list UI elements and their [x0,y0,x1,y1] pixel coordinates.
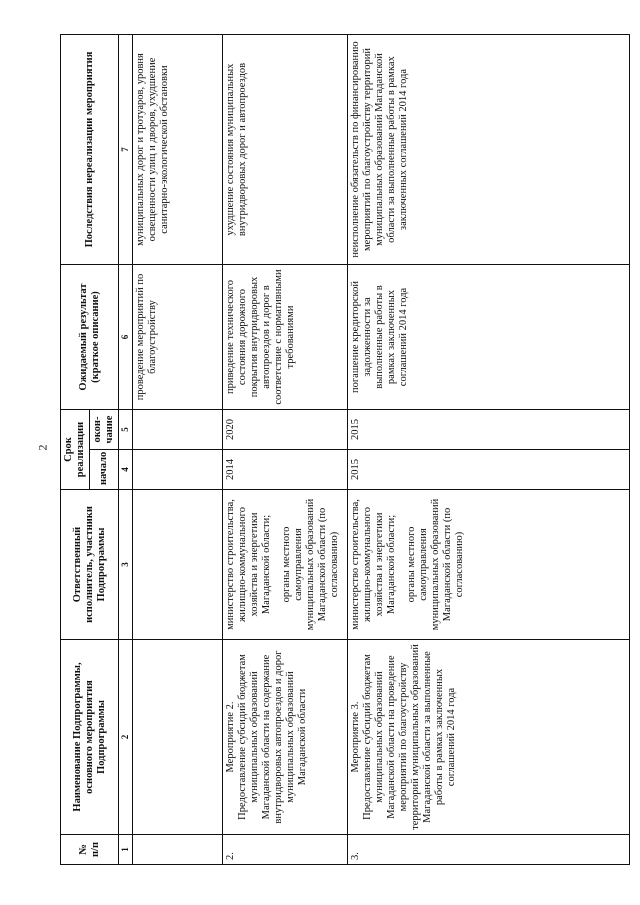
row-name-title: Мероприятие 2. [224,701,236,773]
row-executor [347,490,629,640]
row-executor-extra: органы местного самоуправления муниципальных образований Магаданской области (по согласованию) [280,498,341,631]
row-name [132,640,222,835]
row-executor-extra: органы местного самоуправления муниципальных образований Магаданской области (по согласованию) [405,498,466,631]
row-name-text: Предоставление субсидий бюджетам муниципальных образований Магаданской области на содержание внутридворовых автопроездов и дорог муниципальных образований Магаданской области [236,650,308,824]
column-number: 1 [119,835,132,865]
row-name [347,640,629,835]
header-executor: Ответственный исполнитель, участники Подпрограммы [61,490,119,640]
column-number: 5 [119,410,132,450]
row-executor-main: министерство строительства, жилищно-коммунального хозяйства и энергетики Магаданской области; [224,499,272,630]
column-number-row [119,35,132,865]
column-number: 2 [119,640,132,835]
column-number: 3 [119,490,132,640]
row-result: приведение технического состояния дорожного покрытия внутридворовых автопроездов и дорог в соответствие с нормативными требованиями [222,265,347,410]
row-consequences: ухудшение состояния муниципальных внутридворовых дорог и автопроездов [222,35,347,265]
row-consequences: муниципальных дорог и тротуаров, уровня освещенности улиц и дворов, ухудшение санитарно-экологической обстановки [132,35,222,265]
row-num [132,835,222,865]
row-name-title: Мероприятие 3. [349,701,361,773]
column-number: 7 [119,35,132,265]
header-name: Наименование Подпрограммы, основного мероприятия Подпрограммы [61,640,119,835]
row-end: 2015 [347,410,629,450]
header-term: Срок реализации [61,410,90,490]
header-term-end: окон-чание [90,410,119,450]
table-row [222,35,347,865]
rotated-table-container [60,35,630,865]
row-start [132,450,222,490]
row-num: 3. [347,835,629,865]
row-result: погашение кредиторской задолженности за выполненные работы в рамках заключенных соглашений 2014 года [347,265,629,410]
row-start: 2015 [347,450,629,490]
header-row [61,35,90,865]
row-executor [132,490,222,640]
header-result: Ожидаемый результат (краткое описание) [61,265,119,410]
page-number: 2 [35,444,50,451]
row-result: проведение мероприятий по благоустройству [132,265,222,410]
row-end [132,410,222,450]
measures-table [60,34,630,865]
header-consequences: Последствия нереализации мероприятия [61,35,119,265]
row-end: 2020 [222,410,347,450]
table-row [132,35,222,865]
row-executor [222,490,347,640]
row-num: 2. [222,835,347,865]
row-name [222,640,347,835]
header-term-start: начало [90,450,119,490]
column-number: 6 [119,265,132,410]
column-number: 4 [119,450,132,490]
row-consequences: неисполнение обязательств по финансированию мероприятий по благоустройству территорий муниципальных образований Магаданской области за выполненные работы в рамках заключенных соглашений 2014 года [347,35,629,265]
header-num: № п/п [61,835,119,865]
row-name-text: Предоставление субсидий бюджетам муниципальных образований Магаданской области на проведение мероприятий по благоустройству территорий муниципальных образований Магаданской области за выполненные работы в рамках заключенных соглашений 2014 года [361,644,458,830]
table-row [347,35,629,865]
row-executor-main: министерство строительства, жилищно-коммунального хозяйства и энергетики Магаданской области; [349,499,397,630]
row-start: 2014 [222,450,347,490]
